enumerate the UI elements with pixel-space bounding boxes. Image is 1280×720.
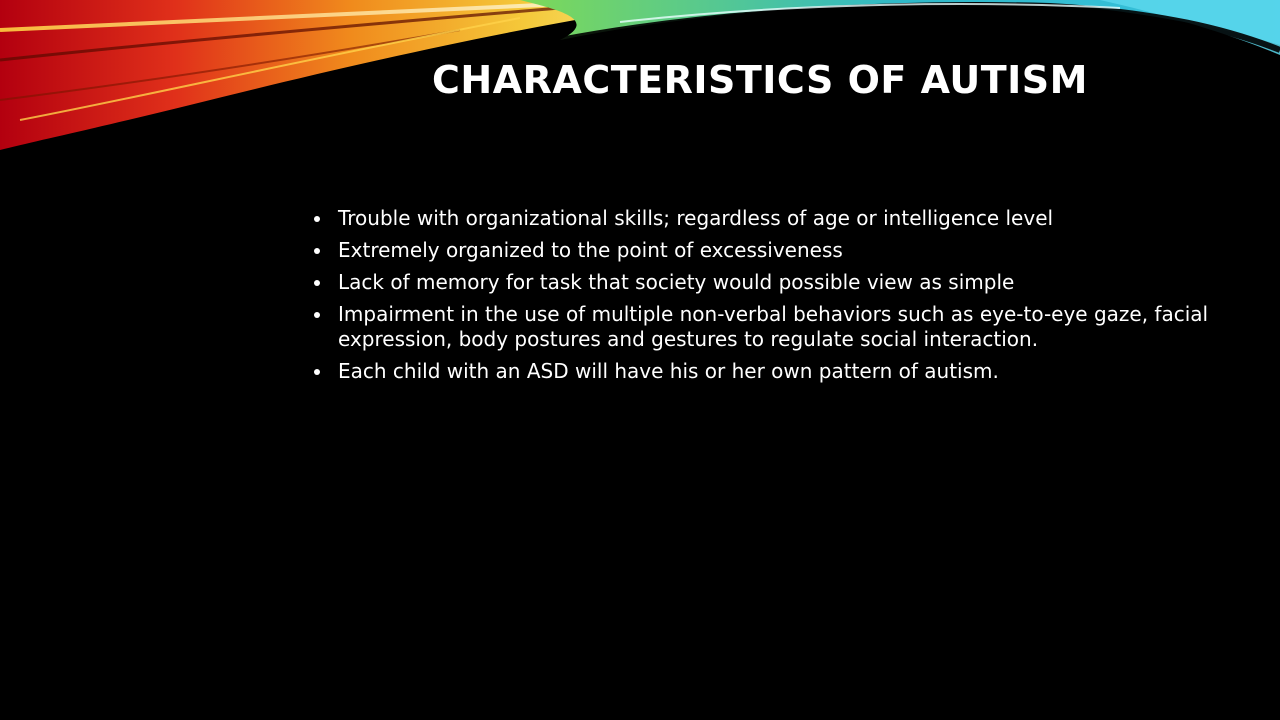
bullet-icon — [314, 280, 320, 286]
bullet-item — [312, 359, 1212, 384]
bullet-item — [312, 238, 1212, 263]
bullet-item — [312, 270, 1212, 295]
bullet-icon — [314, 312, 320, 318]
bullet-list — [312, 206, 1212, 391]
bullet-text: Each child with an ASD will have his or her own pattern of autism. — [338, 359, 999, 383]
bullet-text: Extremely organized to the point of excessiveness — [338, 238, 843, 262]
bullet-text: Impairment in the use of multiple non-verbal behaviors such as eye-to-eye gaze, facial expression, body postures and gestures to regulate social interaction. — [338, 302, 1209, 351]
bullet-icon — [314, 248, 320, 254]
bullet-icon — [314, 216, 320, 222]
bullet-text: Trouble with organizational skills; regardless of age or intelligence level — [338, 206, 1054, 230]
slide-title: CHARACTERISTICS OF AUTISM — [432, 58, 1088, 102]
bullet-item — [312, 302, 1212, 352]
bullet-item — [312, 206, 1212, 231]
bullet-icon — [314, 369, 320, 375]
bullet-text: Lack of memory for task that society would possible view as simple — [338, 270, 1015, 294]
